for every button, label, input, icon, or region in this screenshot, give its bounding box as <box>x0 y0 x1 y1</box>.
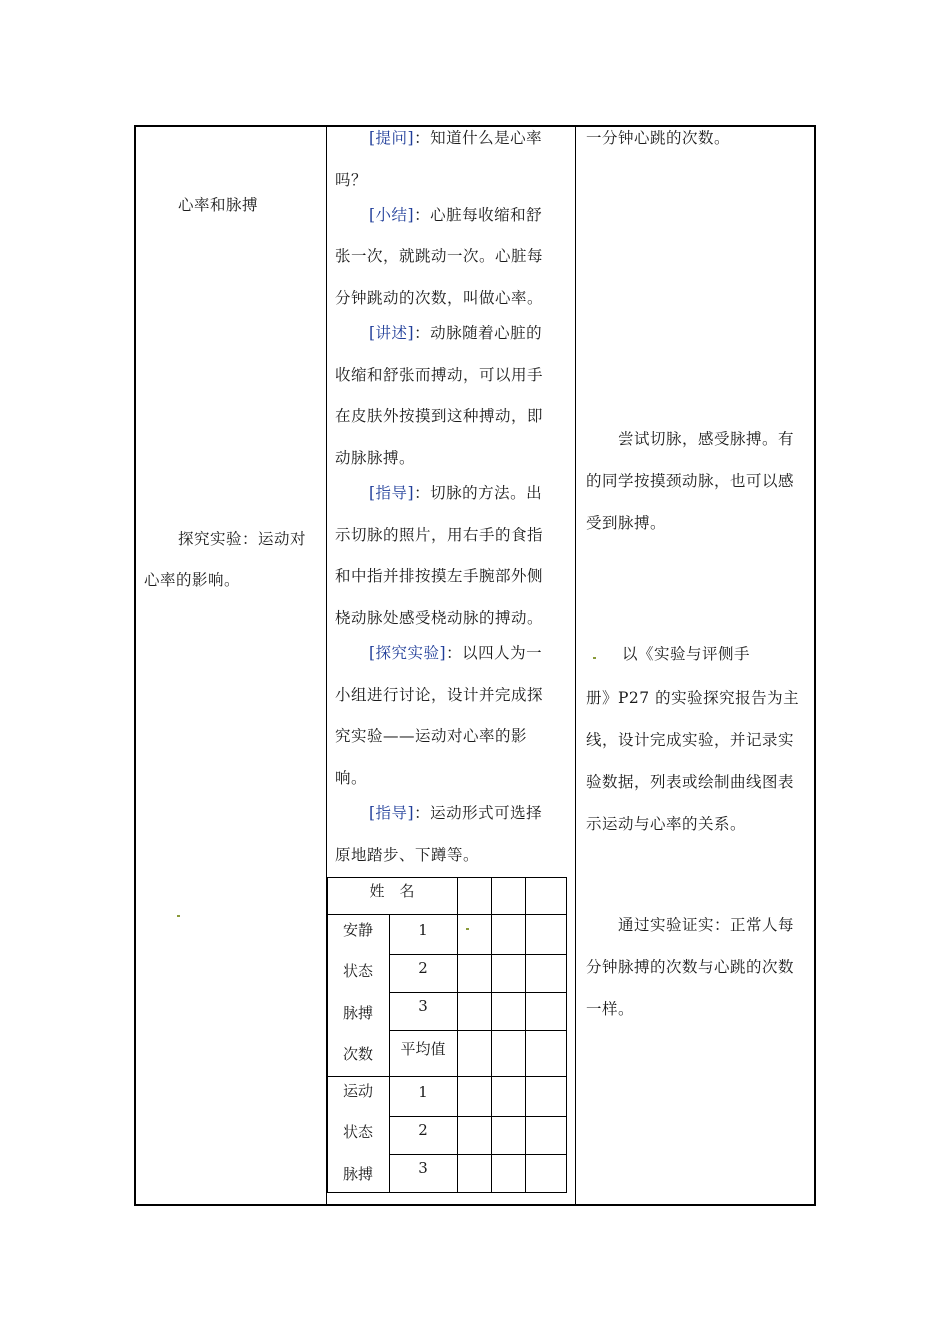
paragraph-line: 桡动脉处感受桡动脉的搏动。 <box>335 609 544 627</box>
paragraph-line: 线，设计完成实验，并记录实 <box>586 731 795 749</box>
guidance-paragraph <box>369 803 542 823</box>
paragraph-line: 收缩和舒张而搏动，可以用手 <box>335 366 544 384</box>
paragraph-line: 受到脉搏。 <box>586 514 667 532</box>
explanation-tag: [讲述] <box>369 324 415 342</box>
paragraph-text: ：知道什么是心率 <box>414 129 543 147</box>
paragraph-line: 在皮肤外按摸到这种搏动，即 <box>335 407 544 425</box>
exercise-row-label: 1 <box>418 1083 428 1101</box>
paragraph-text: ：心脏每收缩和舒 <box>414 206 543 224</box>
experiment-paragraph <box>369 643 542 663</box>
exercise-row-label: 3 <box>418 1159 428 1177</box>
student-activity-column <box>576 127 814 1204</box>
rest-label-line: 状态 <box>342 962 373 980</box>
paragraph-line: 分钟跳动的次数，叫做心率。 <box>335 289 544 307</box>
paragraph-text: ：运动形式可选择 <box>414 804 543 822</box>
paragraph-line: 原地踏步、下蹲等。 <box>335 846 480 864</box>
experiment-tag: [探究实验] <box>369 644 447 662</box>
stray-mark <box>593 657 596 659</box>
exercise-label-line: 脉搏 <box>342 1165 373 1183</box>
explanation-paragraph <box>369 323 542 343</box>
rest-label-line: 脉搏 <box>342 1004 373 1022</box>
paragraph-text: ：动脉随着心脏的 <box>414 324 543 342</box>
paragraph-line: 动脉脉搏。 <box>335 449 416 467</box>
rest-row-label: 2 <box>418 959 428 977</box>
guidance-tag: [指导] <box>369 804 415 822</box>
paragraph-text: ：以四人为一 <box>446 644 543 662</box>
exercise-row-label: 2 <box>418 1121 428 1139</box>
rest-row-label: 3 <box>418 997 428 1015</box>
topic-column <box>136 127 326 1204</box>
paragraph-line: 张一次，就跳动一次。心脏每 <box>335 247 544 265</box>
name-header: 姓 名 <box>369 882 415 900</box>
summary-paragraph <box>369 205 542 225</box>
paragraph-line: 和中指并排按摸左手腕部外侧 <box>335 567 544 585</box>
stray-mark <box>177 915 180 917</box>
paragraph-line: 册》P27 的实验探究报告为主 <box>586 689 800 707</box>
paragraph-line: 一样。 <box>586 1000 635 1018</box>
paragraph-line: 响。 <box>335 769 368 787</box>
rest-label-line: 次数 <box>342 1045 373 1063</box>
paragraph-line: 尝试切脉，感受脉搏。有 <box>618 430 795 448</box>
paragraph-text: ：切脉的方法。出 <box>414 484 543 502</box>
guidance-paragraph <box>369 483 542 503</box>
paragraph-line: 示运动与心率的关系。 <box>586 815 747 833</box>
topic-experiment-line: 心率的影响。 <box>144 571 241 589</box>
question-tag: [提问] <box>369 129 415 147</box>
topic-heart-rate: 心率和脉搏 <box>178 196 259 214</box>
paragraph-line: 一分钟心跳的次数。 <box>586 129 731 147</box>
paragraph-line: 究实验——运动对心率的影 <box>335 727 528 745</box>
question-paragraph <box>369 128 542 148</box>
paragraph-line: 验数据，列表或绘制曲线图表 <box>586 773 795 791</box>
paragraph-line: 示切脉的照片，用右手的食指 <box>335 526 544 544</box>
paragraph-line: 小组进行讨论，设计并完成探 <box>335 686 544 704</box>
paragraph-line: 分钟脉搏的次数与心跳的次数 <box>586 958 795 976</box>
stray-mark <box>466 928 469 930</box>
summary-tag: [小结] <box>369 206 415 224</box>
paragraph-line: 通过实验证实：正常人每 <box>618 916 795 934</box>
rest-row-label: 平均值 <box>400 1040 446 1058</box>
guidance-tag: [指导] <box>369 484 415 502</box>
topic-experiment-line: 探究实验：运动对 <box>178 530 307 548</box>
exercise-label-line: 运动 <box>342 1082 373 1100</box>
paragraph-line: 以《实验与评侧手 <box>622 645 751 663</box>
rest-label-line: 安静 <box>342 921 373 939</box>
rest-row-label: 1 <box>418 921 428 939</box>
paragraph-line: 吗？ <box>335 171 368 189</box>
pulse-record-table <box>327 877 567 1193</box>
paragraph-line: 的同学按摸颈动脉，也可以感 <box>586 472 795 490</box>
exercise-label-line: 状态 <box>342 1123 373 1141</box>
